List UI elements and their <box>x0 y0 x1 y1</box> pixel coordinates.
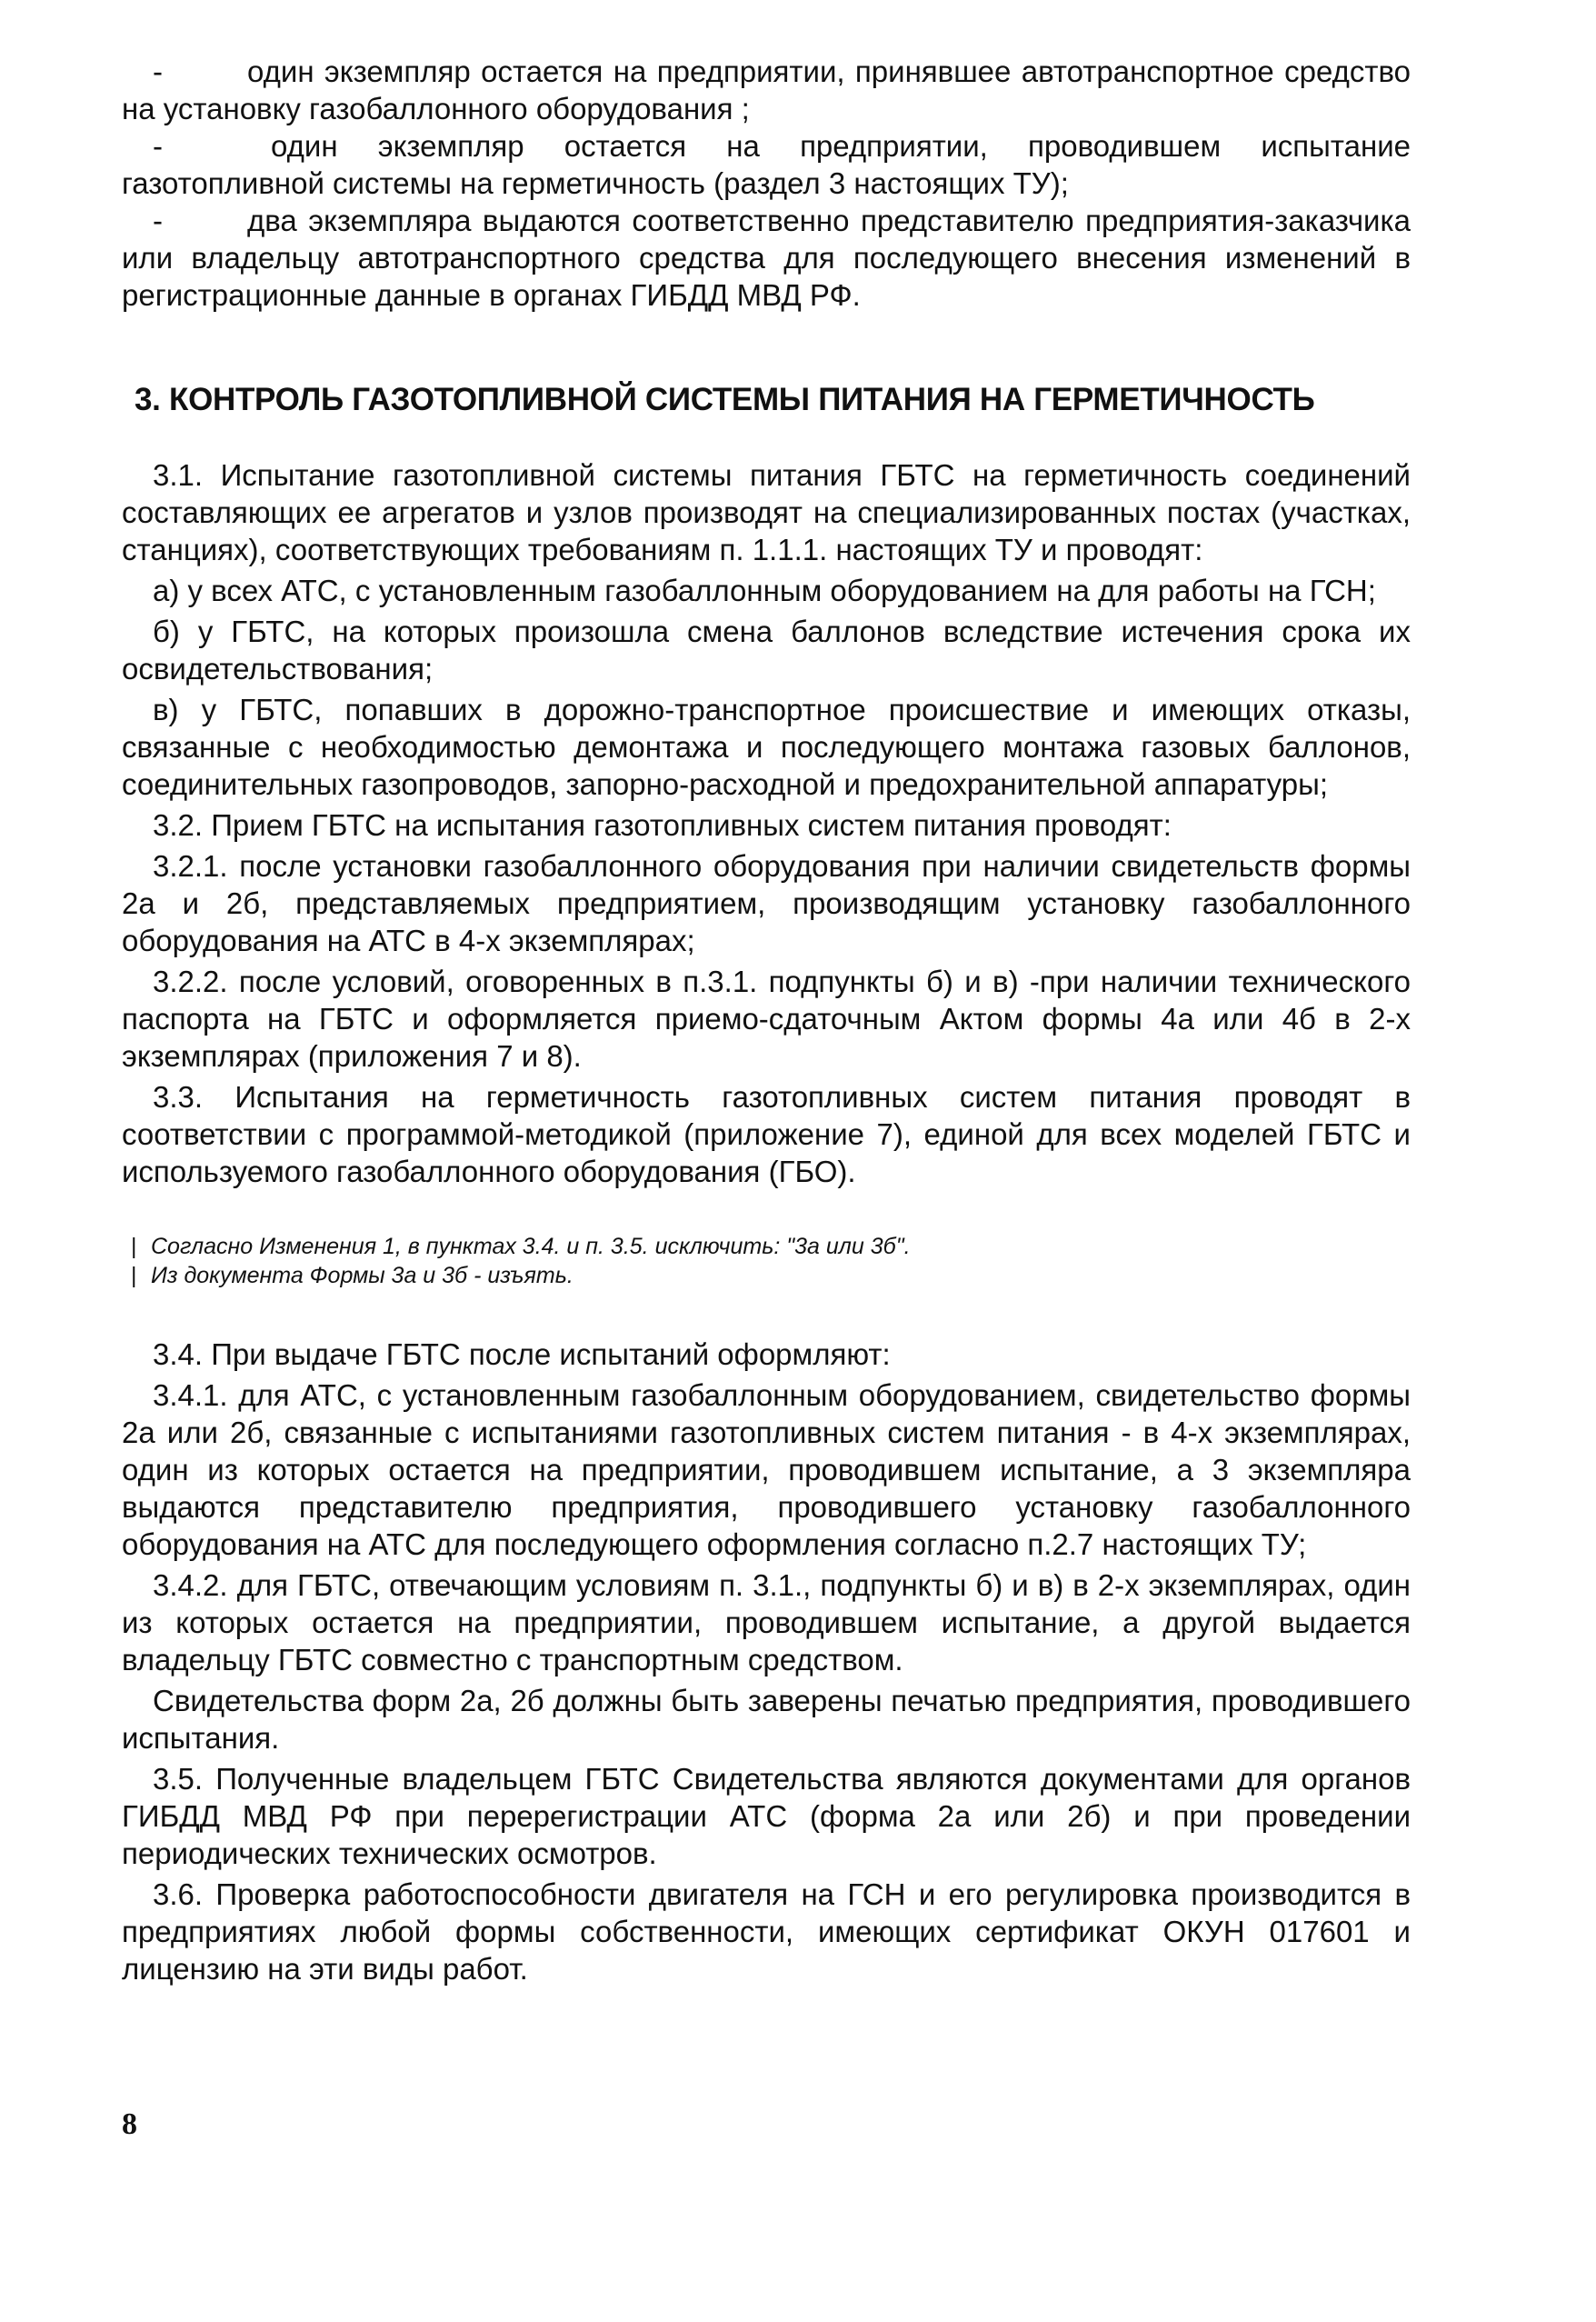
list-dash: - <box>153 55 163 88</box>
note-text: Из документа Формы 3а и 3б - изъять. <box>151 1263 574 1288</box>
paragraph-3-1-v: в) у ГБТС, попавших в дорожно-транспортное происшествие и имеющих отказы, связанные с необходимостью демонтажа и последующего монтажа газовых баллонов, соединительных газопроводов, запорно-расходной и предохранительной аппаратуры; <box>122 693 1411 801</box>
section-heading: 3. КОНТРОЛЬ ГАЗОТОПЛИВНОЙ СИСТЕМЫ ПИТАНИЯ НА ГЕРМЕТИЧНОСТЬ <box>135 382 1315 417</box>
paragraph-3-1-a: а) у всех АТС, с установленным газобаллонным оборудованием на для работы на ГСН; <box>153 574 1376 607</box>
paragraph-3-1: 3.1. Испытание газотопливной системы питания ГБТС на герметичность соединений составляющих ее агрегатов и узлов производят на специализированных постах (участках, станциях), соответствующих требованиям п. 1.1.1. настоящих ТУ и проводят: <box>122 458 1411 566</box>
paragraph-3-3: 3.3. Испытания на герметичность газотопливных систем питания проводят в соответствии с программой-методикой (приложение 7), единой для всех моделей ГБТС и используемого газобаллонного оборудования (ГБО). <box>122 1080 1411 1188</box>
note-mark: | <box>131 1263 137 1288</box>
paragraph-3-6: 3.6. Проверка работоспособности двигателя на ГСН и его регулировка производится в предприятиях любой формы собственности, имеющих сертификат ОКУН 017601 и лицензию на эти виды работ. <box>122 1877 1411 1986</box>
amendment-notes <box>131 1232 1411 1290</box>
note-text: Согласно Изменения 1, в пунктах 3.4. и п. 3.5. исключить: "3а или 3б". <box>151 1234 911 1259</box>
paragraph-3-2: 3.2. Прием ГБТС на испытания газотопливных систем питания проводят: <box>153 808 1172 842</box>
amendment-note <box>131 1261 1411 1290</box>
paragraph-3-4: 3.4. При выдаче ГБТС после испытаний оформляют: <box>153 1337 891 1371</box>
page-number: 8 <box>122 2107 137 2141</box>
intro-item <box>122 53 1411 127</box>
document-body <box>122 53 1411 1987</box>
paragraph-3-2-1: 3.2.1. после установки газобаллонного оборудования при наличии свидетельств формы 2а и 2б, представляемых предприятием, производящим установку газобаллонного оборудования на АТС в 4-х экземплярах; <box>122 849 1411 957</box>
paragraph-3-4-1: 3.4.1. для АТС, с установленным газобаллонным оборудованием, свидетельство формы 2а или 2б, связанные с испытаниями газотопливных систем питания - в 4-х экземплярах, один из которых остается на предприятии, проводившем испытание, а 3 экземпляра выдаются представителю предприятия, проводившего установку газобаллонного оборудования на АТС для последующего оформления согласно п.2.7 настоящих ТУ; <box>122 1378 1411 1561</box>
list-dash: - <box>153 129 163 163</box>
note-mark: | <box>131 1234 137 1259</box>
intro-item <box>122 202 1411 314</box>
intro-item <box>122 127 1411 202</box>
paragraph-3-1-b: б) у ГБТС, на которых произошла смена баллонов вследствие истечения срока их освидетельствования; <box>122 615 1411 686</box>
paragraph-3-2-2: 3.2.2. после условий, оговоренных в п.3.1. подпункты б) и в) -при наличии технического паспорта на ГБТС и оформляется приемо-сдаточным Актом формы 4а или 4б в 2-х экземплярах (приложения 7 и 8). <box>122 965 1411 1073</box>
list-item-text: один экземпляр остается на предприятии, принявшее автотранспортное средство на установку газобаллонного оборудования ; <box>122 55 1411 125</box>
list-dash: - <box>153 204 163 237</box>
paragraph-3-4-2: 3.4.2. для ГБТС, отвечающим условиям п. 3.1., подпункты б) и в) в 2-х экземплярах, один из которых остается на предприятии, проводившем испытание, а другой выдается владельцу ГБТС совместно с транспортным средством. <box>122 1568 1411 1676</box>
list-item-text: один экземпляр остается на предприятии, проводившем испытание газотопливной системы на герметичность (раздел 3 настоящих ТУ); <box>122 129 1411 200</box>
list-item-text: два экземпляра выдаются соответственно представителю предприятия-заказчика или владельцу автотранспортного средства для последующего внесения изменений в регистрационные данные в органах ГИБДД МВД РФ. <box>122 204 1411 312</box>
paragraph-certificates: Свидетельства форм 2а, 2б должны быть заверены печатью предприятия, проводившего испытания. <box>122 1684 1411 1755</box>
paragraph-3-5: 3.5. Полученные владельцем ГБТС Свидетельства являются документами для органов ГИБДД МВД РФ при перерегистрации АТС (форма 2а или 2б) и при проведении периодических технических осмотров. <box>122 1762 1411 1870</box>
amendment-note <box>131 1232 1411 1261</box>
